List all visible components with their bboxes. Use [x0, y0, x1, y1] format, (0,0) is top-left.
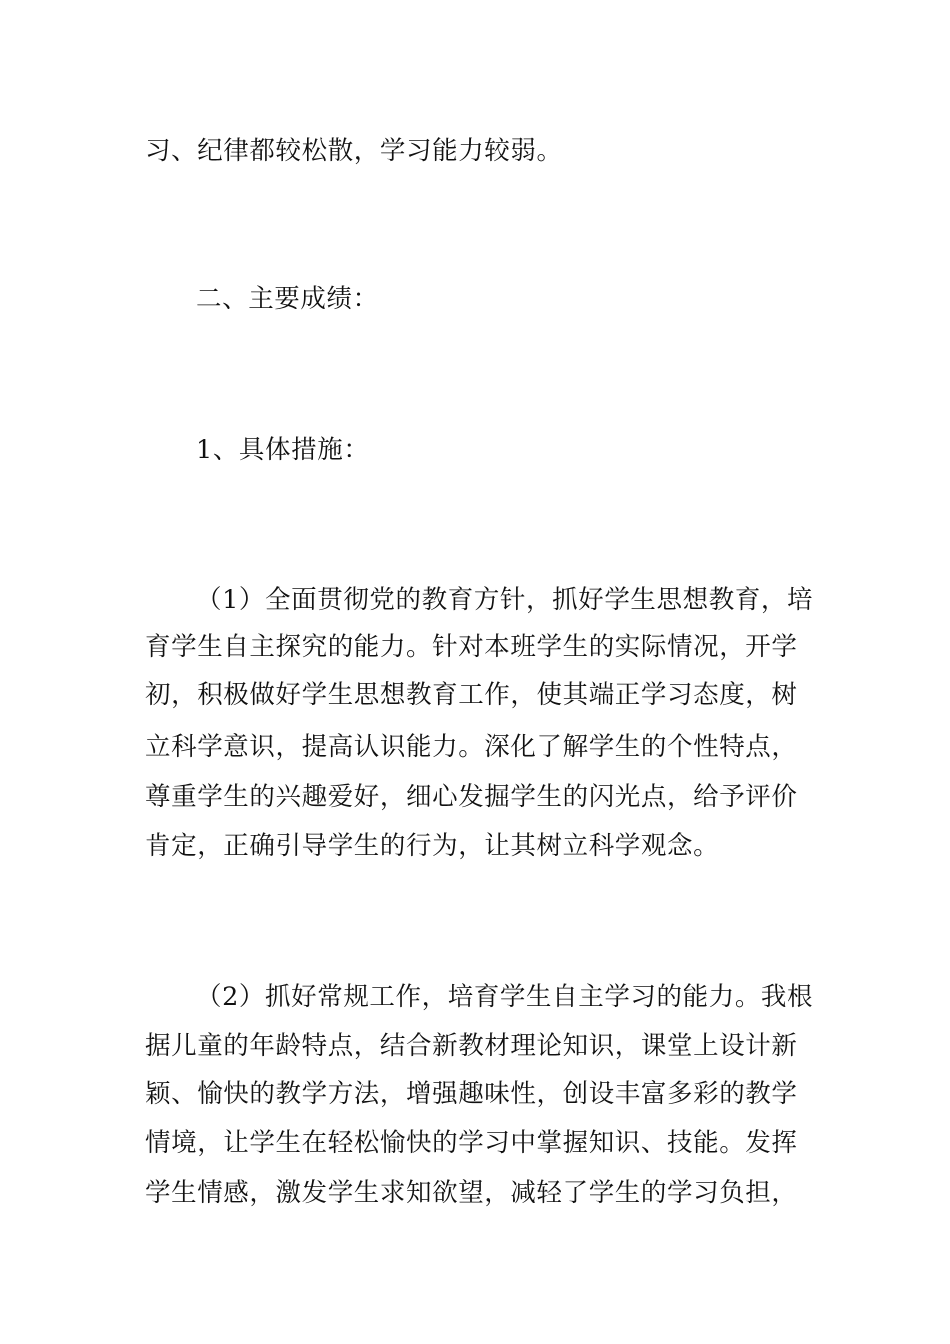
subsection-heading-measures: 1、具体措施：: [196, 435, 370, 465]
paragraph-1-line-4: 立科学意识，提高认识能力。深化了解学生的个性特点，: [145, 732, 798, 762]
paragraph-1-line-5: 尊重学生的兴趣爱好，细心发掘学生的闪光点，给予评价: [145, 782, 798, 812]
section-heading-main-achievements: 二、主要成绩：: [196, 284, 379, 314]
paragraph-1-line-3: 初，积极做好学生思想教育工作，使其端正学习态度，树: [145, 680, 798, 710]
text-line-continuation: 习、纪律都较松散，学习能力较弱。: [145, 136, 563, 166]
paragraph-2-line-5: 学生情感，激发学生求知欲望，减轻了学生的学习负担，: [145, 1178, 798, 1208]
paragraph-1-line-2: 育学生自主探究的能力。针对本班学生的实际情况，开学: [145, 632, 798, 662]
paragraph-2-line-2: 据儿童的年龄特点，结合新教材理论知识，课堂上设计新: [145, 1031, 798, 1061]
paragraph-2-line-3: 颖、愉快的教学方法，增强趣味性，创设丰富多彩的教学: [145, 1079, 798, 1109]
paragraph-1-line-1: （1）全面贯彻党的教育方针，抓好学生思想教育，培: [196, 585, 814, 615]
paragraph-2-line-4: 情境，让学生在轻松愉快的学习中掌握知识、技能。发挥: [145, 1128, 798, 1158]
paragraph-1-line-6: 肯定，正确引导学生的行为，让其树立科学观念。: [145, 831, 720, 861]
paragraph-2-line-1: （2）抓好常规工作，培育学生自主学习的能力。我根: [196, 982, 814, 1012]
